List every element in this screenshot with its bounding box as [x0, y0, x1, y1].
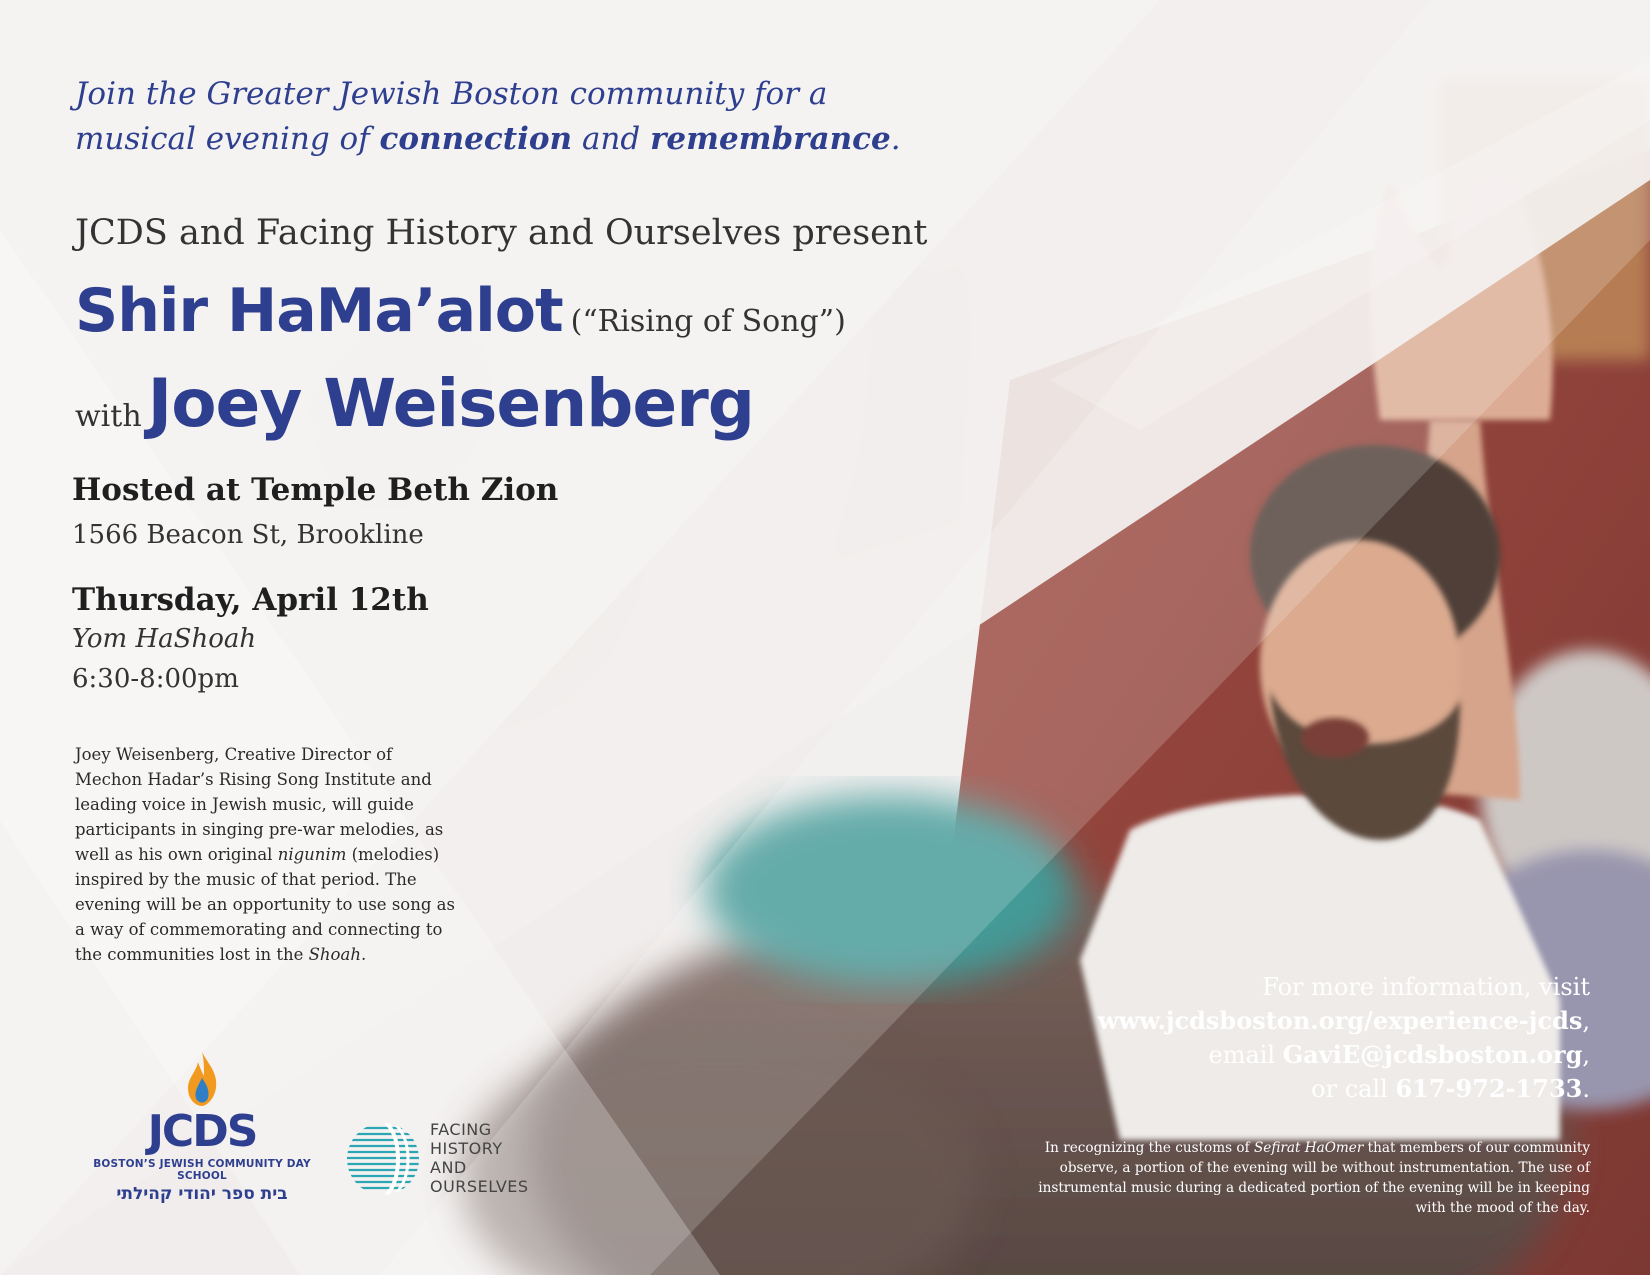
event-time: 6:30-8:00pm	[72, 664, 239, 694]
description-shoah: Shoah	[308, 945, 361, 964]
intro-line-2-start: musical evening of	[75, 121, 380, 157]
contact-line-2	[890, 1004, 1590, 1038]
contact-website[interactable]: www.jcdsboston.org/experience-jcds	[1097, 1006, 1583, 1035]
fh-line-4: OURSELVES	[430, 1177, 529, 1196]
venue-address: 1566 Beacon St, Brookline	[72, 520, 424, 550]
presenter-line: JCDS and Facing History and Ourselves present	[75, 213, 928, 253]
intro-connection: connection	[379, 121, 573, 157]
sefirat-note	[1030, 1138, 1590, 1218]
note-part-2: that members of our community observe, a portion of the evening will be without instrumentation. The use of instrumental music during a dedicated portion of the evening will be in keeping with the mood of the day.	[1038, 1140, 1590, 1216]
artist-name: Joey Weisenberg	[147, 365, 754, 442]
contact-info	[890, 970, 1590, 1106]
title-main: Shir HaMa’alot	[75, 276, 563, 346]
venue-name: Hosted at Temple Beth Zion	[72, 472, 559, 508]
contact-email[interactable]: GaviE@jcdsboston.org	[1282, 1040, 1583, 1069]
contact-period: .	[1582, 1075, 1590, 1103]
contact-phone[interactable]: 617-972-1733	[1395, 1074, 1583, 1103]
intro-line-1: Join the Greater Jewish Boston community for a	[75, 76, 828, 112]
note-part-1: In recognizing the customs of	[1044, 1140, 1254, 1156]
event-date: Thursday, April 12th	[72, 582, 429, 618]
intro-line-2	[75, 117, 975, 162]
event-occasion: Yom HaShoah	[72, 624, 257, 654]
event-description	[75, 742, 455, 967]
fh-line-3: AND	[430, 1158, 467, 1177]
note-sefirat: Sefirat HaOmer	[1253, 1140, 1364, 1156]
intro-text	[75, 72, 975, 162]
contact-comma-2: ,	[1582, 1041, 1590, 1069]
contact-phone-label: or call	[1311, 1075, 1396, 1103]
flame-icon	[182, 1050, 222, 1108]
jcds-wordmark: JCDS	[147, 1106, 257, 1157]
contact-email-label: email	[1208, 1041, 1283, 1069]
facing-history-text	[430, 1120, 529, 1196]
contact-line-4	[890, 1072, 1590, 1106]
description-nigunim: nigunim	[277, 845, 347, 864]
facing-history-logo	[346, 1118, 566, 1198]
description-part-3: .	[360, 945, 367, 964]
contact-line-1: For more information, visit	[1262, 973, 1590, 1001]
jcds-hebrew: בית ספר יהודי קהילתי	[116, 1184, 288, 1204]
contact-comma-1: ,	[1582, 1007, 1590, 1035]
with-word: with	[75, 399, 142, 434]
description-part-1: Joey Weisenberg, Creative Director of Mechon Hadar’s Rising Song Institute and leading voice in Jewish music, will guide participants in singing pre-war melodies, as well as his own original	[75, 745, 444, 864]
title-translation: (“Rising of Song”)	[570, 304, 846, 339]
artist-line	[75, 365, 754, 442]
intro-period: .	[890, 121, 901, 157]
event-title	[75, 276, 846, 346]
intro-remembrance: remembrance	[650, 121, 891, 157]
description-part-2: (melodies) inspired by the music of that period. The evening will be an opportunity to use song as a way of commemorating and connecting to the communities lost in the	[75, 845, 455, 964]
contact-line-3	[890, 1038, 1590, 1072]
globe-icon	[346, 1122, 420, 1196]
jcds-logo	[72, 1050, 332, 1204]
intro-and: and	[572, 121, 651, 157]
fh-line-2: HISTORY	[430, 1139, 503, 1158]
jcds-tagline: BOSTON’S JEWISH COMMUNITY DAY SCHOOL	[93, 1158, 311, 1182]
fh-line-1: FACING	[430, 1120, 492, 1139]
